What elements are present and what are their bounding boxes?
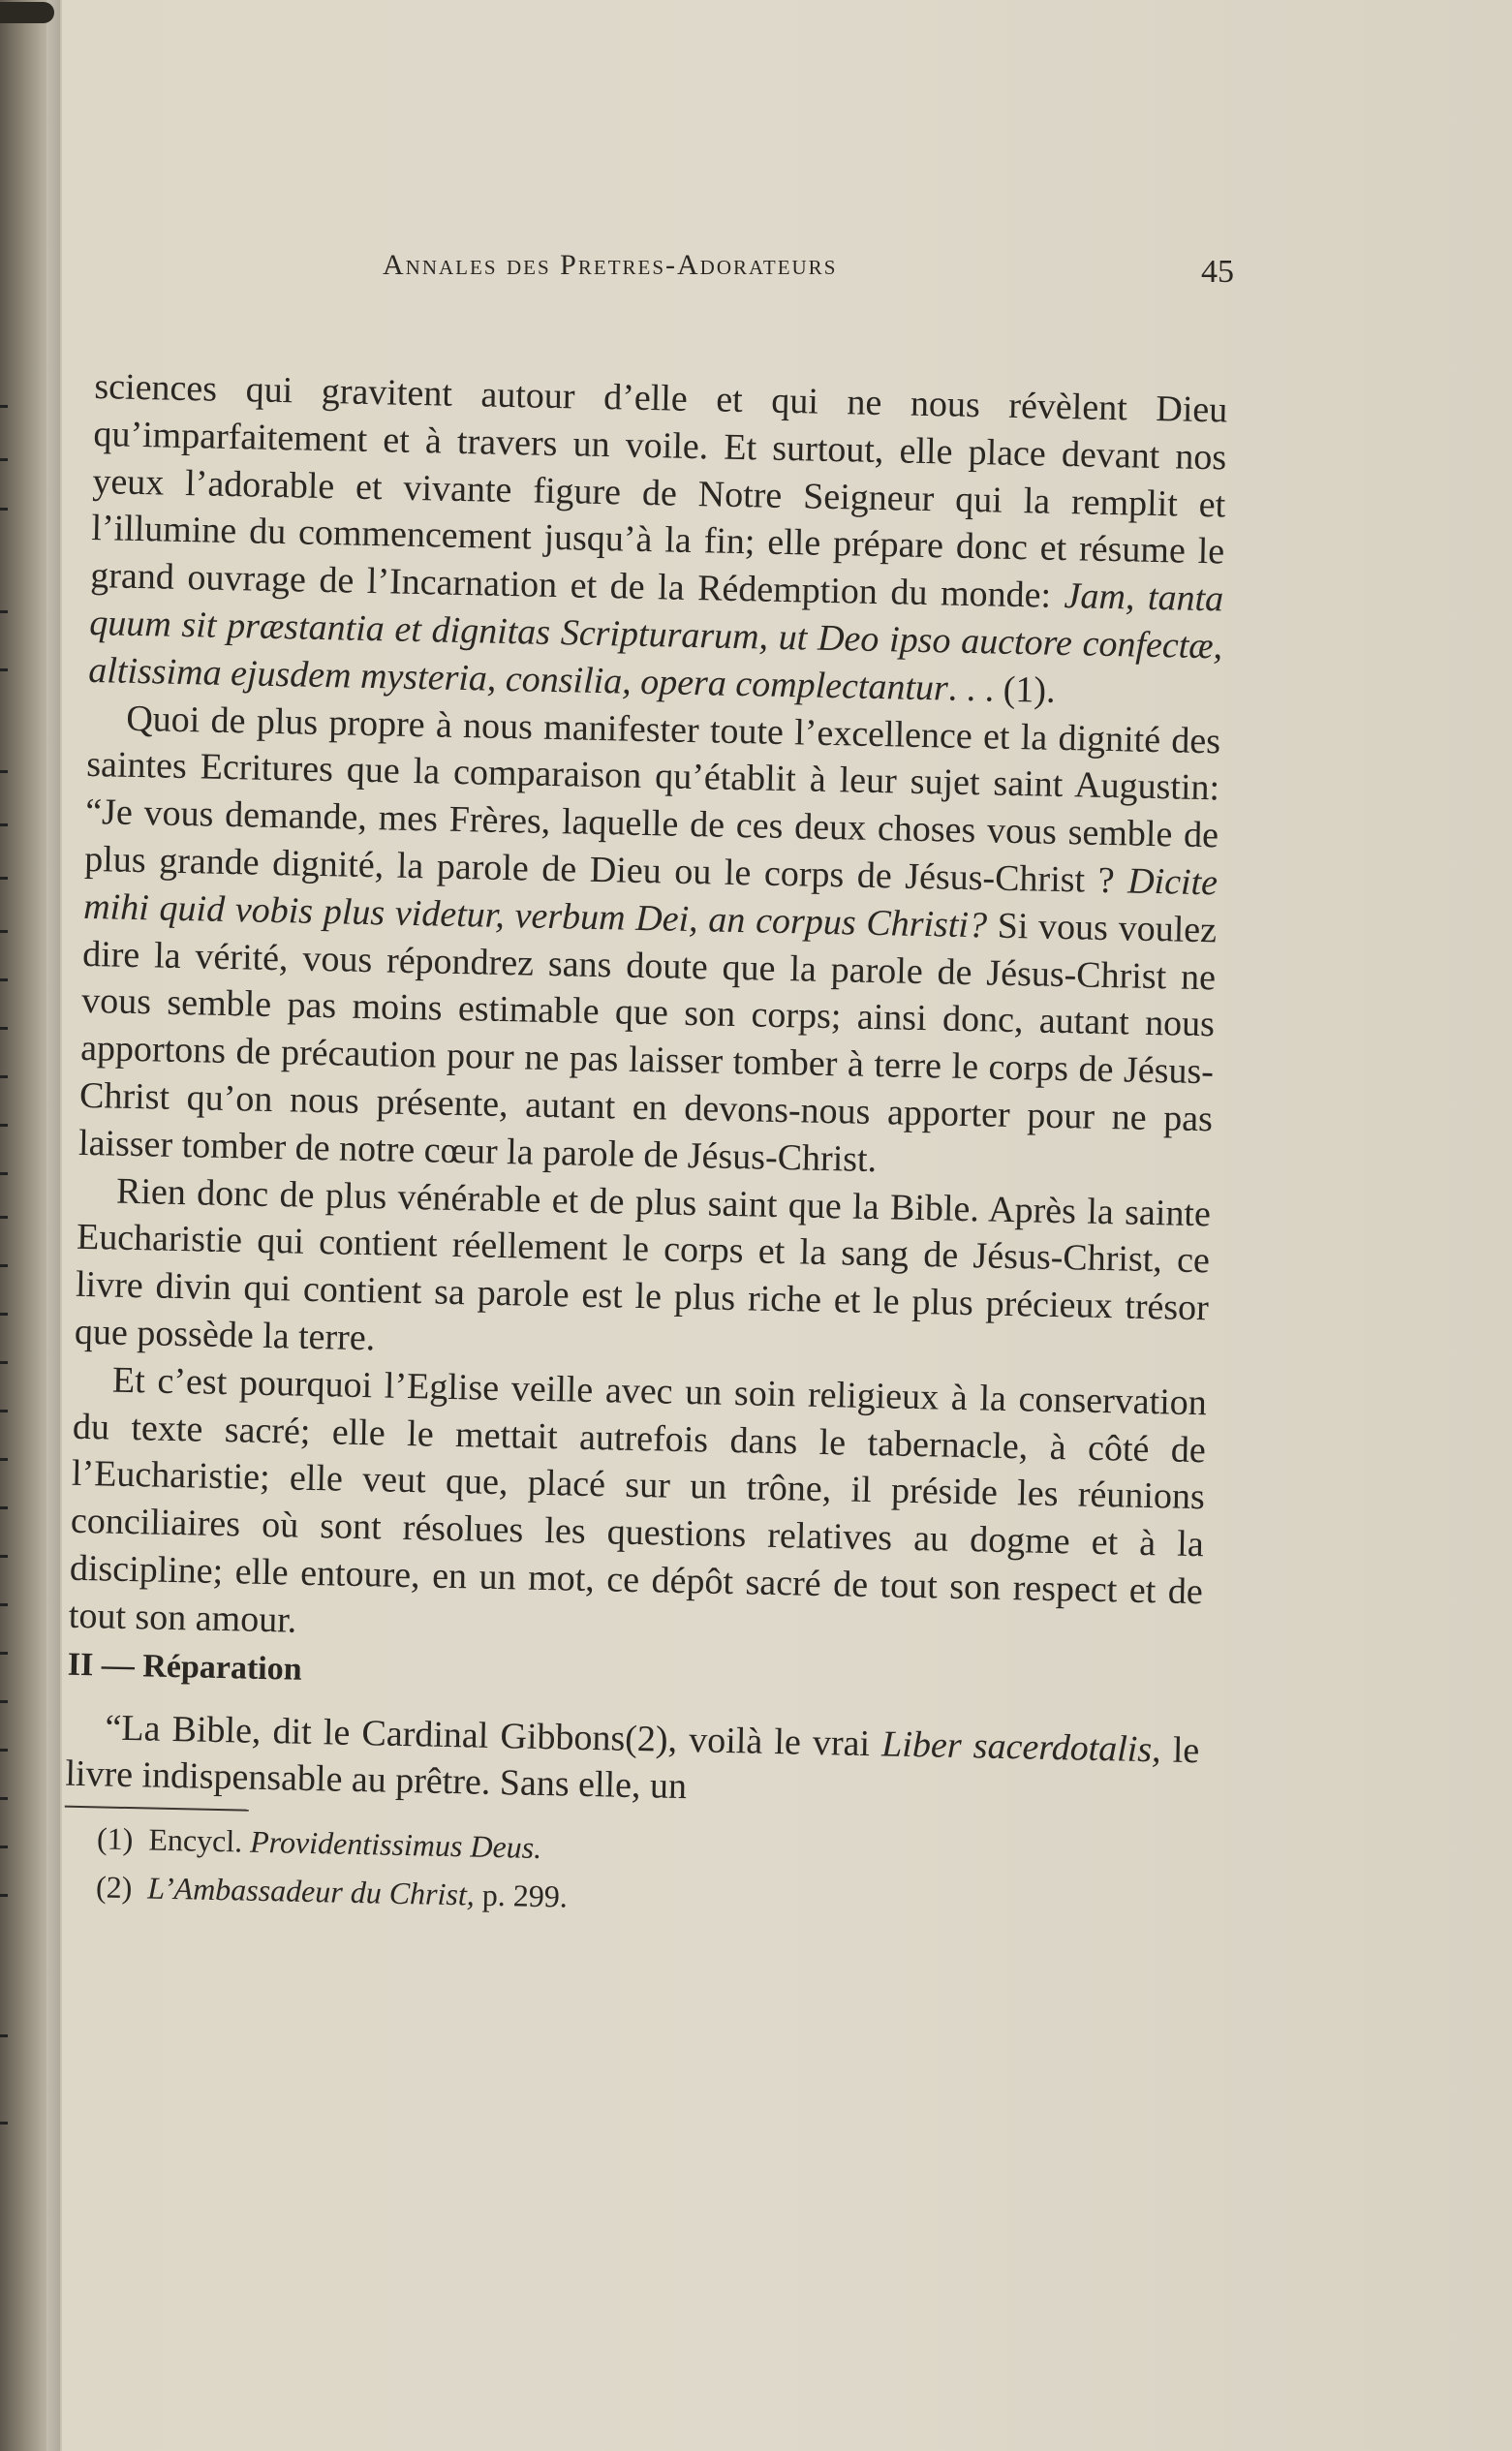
- footnotes: [63, 1814, 1198, 1934]
- paragraph-2: [78, 695, 1221, 1191]
- footnote-reference-1: . . . (1).: [947, 667, 1057, 711]
- paragraph-5: [65, 1703, 1200, 1821]
- paragraph-1: [88, 363, 1228, 718]
- facing-page-edge-marks: [0, 0, 10, 2451]
- body-text: [63, 363, 1228, 1934]
- gutter-shadow: [46, 0, 60, 2451]
- running-header: [383, 249, 1235, 288]
- paragraph-5-italic-term: Liber sacerdotalis,: [880, 1722, 1162, 1770]
- paragraph-2-text-start: Quoi de plus propre à nous manifester toute l’excellence et la dignité des saintes Ecritures que la comparaison qu’établit à leur sujet saint Augustin: “Je vous demande, mes Frères, laquelle de ces deux choses vous semble de plus grande dignité, la parole de Dieu ou le corps de Jésus-Christ ?: [83, 698, 1221, 902]
- footnote-1-title: Providentissimus Deus.: [249, 1823, 542, 1866]
- footnote-1-text: Encycl.: [148, 1821, 243, 1859]
- footnote-2-text: p. 299.: [481, 1877, 569, 1914]
- paragraph-2-latin-quote: Dicite mihi quid vobis plus videtur, verbum Dei, an corpus Christi?: [82, 860, 1219, 946]
- paragraph-4: Et c’est pourquoi l’Eglise veille avec un soin religieux à la conservation du texte sacré; elle le mettait autrefois dans le tabernacle, à côté de l’Eucharistie; elle veut que, placé sur un trône, il préside les réunions conciliaires où sont résolues les questions relatives au dogme et à la discipline; elle entoure, en un mot, ce dépôt sacré de tout son respect et de tout son amour.: [68, 1359, 1208, 1641]
- footnote-2-title: L’Ambassadeur du Christ,: [146, 1870, 476, 1912]
- paragraph-1-text: sciences qui gravitent autour d’elle et qui ne nous révèlent Dieu qu’imparfaitement et à travers un voile. Et surtout, elle place devant nos yeux l’adorable et vivante figure de Notre Seigneur qui la remplit et l’illumine du commencement jusqu’à la fin; elle prépare donc et résume le grand ouvrage de l’Incarnation et de la Rédemption du monde:: [89, 365, 1228, 616]
- running-title: Annales des Pretres-Adorateurs: [383, 249, 838, 281]
- paragraph-3: Rien donc de plus vénérable et de plus saint que la Bible. Après la sainte Eucharistie qui contient réellement le corps et la sang de Jésus-Christ, ce livre divin qui contient sa parole est le plus riche et le plus précieux trésor que possède la terre.: [74, 1170, 1212, 1359]
- footnote-separator: [65, 1806, 249, 1812]
- page-number: 45: [1201, 254, 1234, 290]
- paragraph-1-latin-quote: Jam, tanta quum sit præstantia et dignitas Scripturarum, ut Deo ipso auctore confectæ, altissima ejusdem mysteria, consilia, opera complectantur: [87, 575, 1224, 709]
- footnote-1-number: (1): [96, 1820, 134, 1857]
- footnote-2-number: (2): [95, 1869, 133, 1906]
- paragraph-2-text-end: Si vous voulez dire la vérité, vous répondrez sans doute que la parole de Jésus-Christ ne vous semble pas moins estimable que son corps; ainsi donc, autant nous apportons de précaution pour ne pas laisser tomber à terre le corps de Jésus-Christ qu’on nous présente, autant en devons-nous apporter pour ne pas laisser tomber de notre cœur la parole de Jésus-Christ.: [77, 905, 1218, 1180]
- paragraph-5-text-end: le livre indispensable au prêtre. Sans elle, un: [65, 1729, 1200, 1808]
- paragraph-5-text-start: “La Bible, dit le Cardinal Gibbons(2), voilà le vrai: [105, 1707, 871, 1764]
- section-heading: II — Réparation: [67, 1646, 303, 1688]
